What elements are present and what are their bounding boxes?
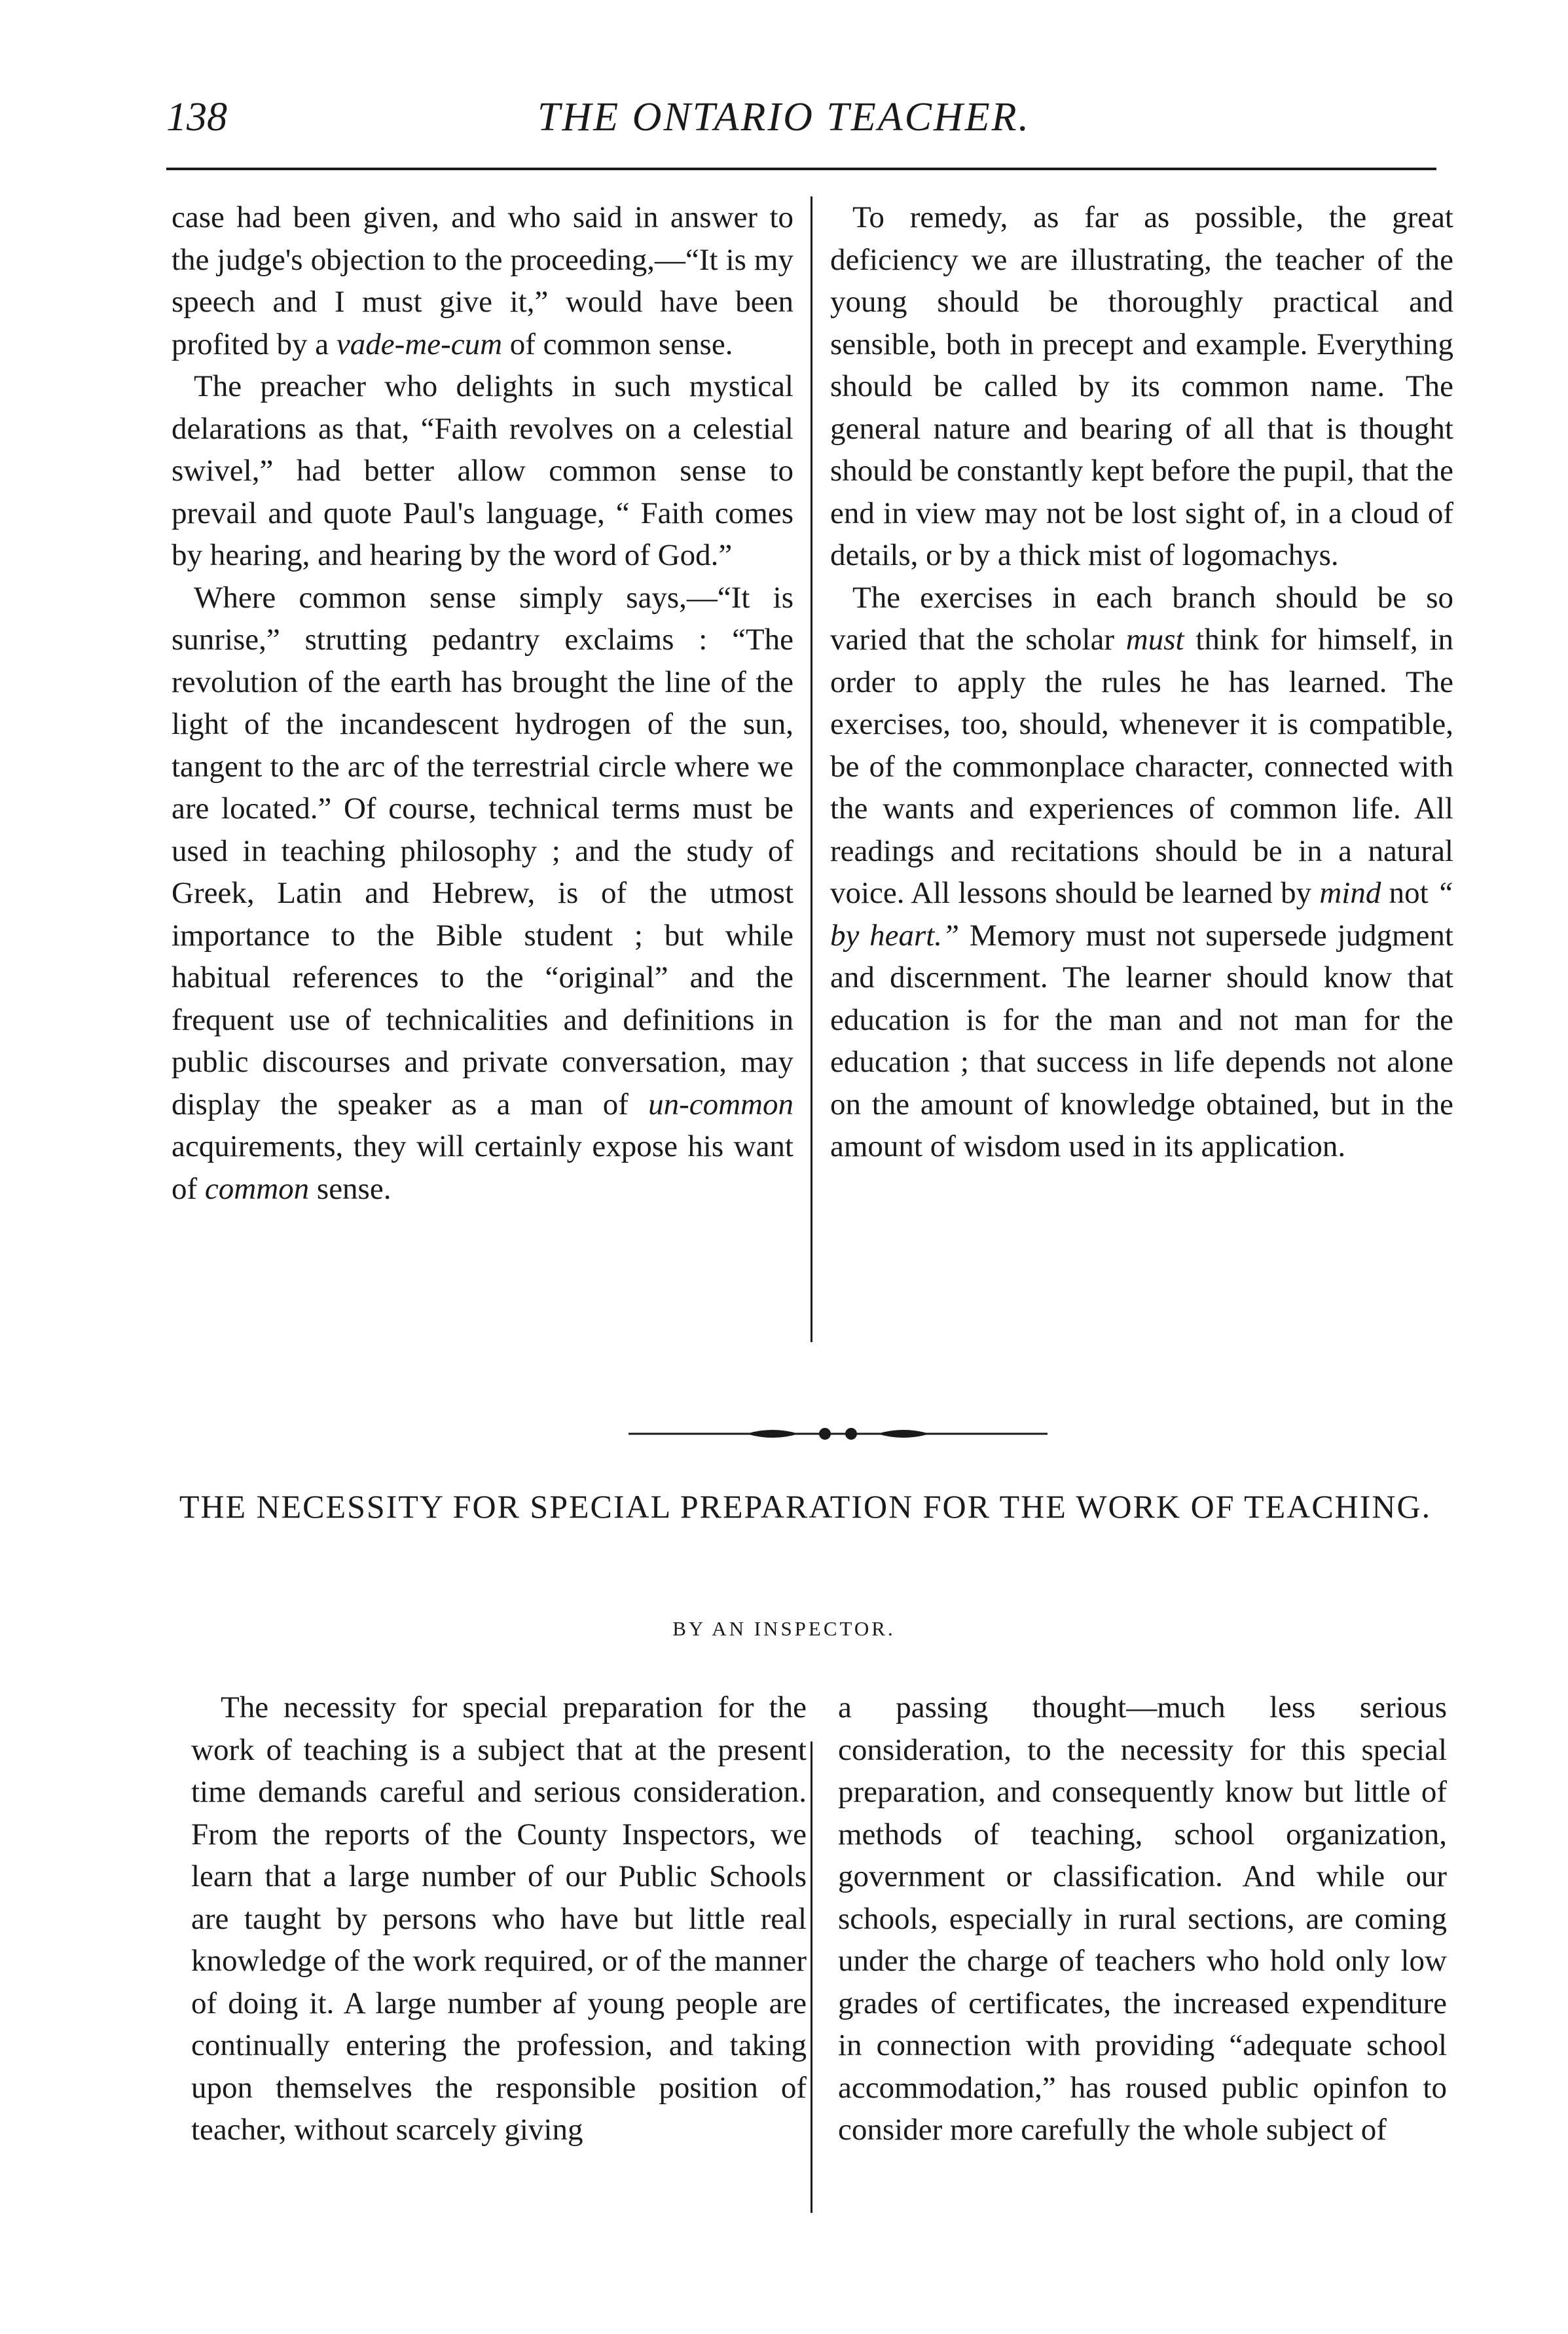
header-rule [166,168,1436,170]
italic-term: vade-me-cum [336,327,503,361]
column-divider [811,1741,812,2213]
article-byline: BY AN INSPECTOR. [672,1617,896,1640]
section-ornament [629,1421,1048,1447]
column-divider [811,196,812,1342]
running-head: THE ONTARIO TEACHER. [538,95,1030,139]
paragraph-text: think for himself, in order to apply the rules he has learned. The exercises, too, should, whenever it is compatible, be of the commonplace character, connected with the wants and experiences of common life. All readings and recitations should be in a natural voice. All lessons should be learned by [830,623,1454,910]
italic-term: common [204,1171,310,1206]
italic-term: “ by heart.” [830,876,1454,953]
paragraph: The necessity for special preparation for the work of teaching is a subject that at the present time demands careful and serious consideration. From the reports of the County Inspectors, we learn that a large number of our Public Schools are taught by persons who have but little real knowledge of the work required, or of the manner of doing it. A large number af young people are continually entering the profession, and taking upon themselves the responsible position of teacher, without scarcely giving [191,1690,807,2147]
paragraph-text: acquirements, they will certainly expose his want of [172,1129,793,1206]
paragraph [172,196,793,365]
paragraph-text: The exercises in each branch should be so varied that the scholar [830,580,1453,657]
paragraph: The preacher who delights in such mystical delarations as that, “Faith revolves on a celestial swivel,” had better allow common sense to prevail and quote Paul's language, “ Faith comes by hearing, and hearing by the word of God.” [172,369,793,572]
bottom-right-column [838,1687,1447,2151]
paragraph [830,577,1453,1168]
bottom-left-column [191,1687,807,2151]
paragraph [172,577,793,1211]
paragraph-text: Memory must not supersede judgment and discernment. The learner should know that education is for the man and not man for the education ; that success in life depends not alone on the amount of knowledge obtained, but in the amount of wisdom used in its application. [830,918,1453,1163]
paragraph-text: sense. [316,1171,392,1206]
italic-term: must [1125,623,1184,657]
top-left-column [172,196,793,1210]
paragraph-text: Where common sense simply says,—“It is sunrise,” strutting pedantry exclaims : “The revolution of the earth has brought the line of the light of the incandescent hydrogen of the sun, tangent to the arc of the terrestrial circle where we are located.” Of course, technical terms must be used in teaching philosophy ; and the study of Greek, Latin and Hebrew, is of the utmost importance to the Bible student ; but while habitual references to the “original” and the frequent use of technicalities and definitions in public discourses and private conversation, may display the speaker as a man of [172,580,793,1121]
paragraph-text: of common sense. [509,327,733,361]
paragraph-text: case had been given, and who said in answer to the judge's objection to the proceeding,—“It is my speech and I must give it,” would have been profited by a [172,200,793,361]
italic-term: mind [1319,876,1381,910]
page-number: 138 [166,95,227,139]
article-title: THE NECESSITY FOR SPECIAL PREPARATION FOR THE WORK OF TEACHING. [179,1488,1432,1525]
paragraph: a passing thought—much less serious consideration, to the necessity for this special preparation, and consequently know but little of methods of teaching, school organization, government or classification. And while our schools, especially in rural sections, are coming under the charge of teachers who hold only low grades of certificates, the increased expenditure in connection with providing “adequate school accommodation,” has roused public opinfon to consider more carefully the whole subject of [838,1690,1447,2147]
paragraph: To remedy, as far as possible, the great deficiency we are illustrating, the teacher of the young should be thoroughly practical and sensible, both in precept and example. Everything should be called by its common name. The general nature and bearing of all that is thought should be constantly kept before the pupil, that the end in view may not be lost sight of, in a cloud of details, or by a thick mist of logomachys. [830,200,1453,572]
italic-term: un-common [648,1087,793,1121]
paragraph-text: not [1389,876,1429,910]
top-right-column [830,196,1453,1168]
